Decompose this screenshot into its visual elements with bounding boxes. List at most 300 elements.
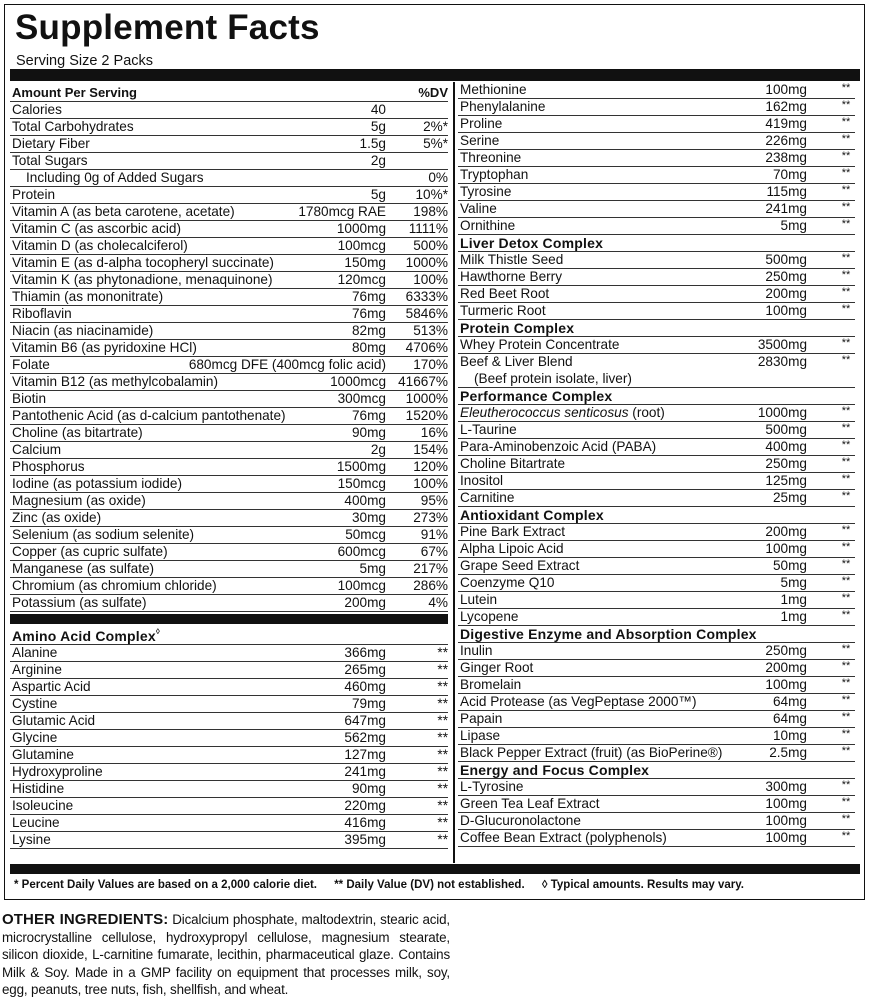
nutrient-amount: 100mcg [337, 578, 386, 593]
ingredient-name-text: Bromelain [460, 677, 522, 692]
ingredient-name-text: Papain [460, 711, 503, 726]
ingredient-name [460, 201, 497, 217]
nutrient-dv: 1000% [405, 391, 448, 406]
ingredient-name [460, 269, 562, 285]
amino-acid-dv: ** [437, 662, 448, 677]
ingredient-amount: 200mg [765, 660, 807, 675]
ingredient-name [460, 677, 521, 693]
nutrient-row [10, 323, 448, 340]
nutrient-name: Including 0g of Added Sugars [26, 170, 204, 185]
nutrient-name: Total Sugars [12, 153, 88, 168]
ingredient-dv: ** [841, 660, 851, 672]
ingredient-row [458, 592, 855, 609]
nutrient-row [10, 442, 448, 459]
ingredient-row [458, 728, 855, 745]
nutrient-row [10, 238, 448, 255]
ingredient-dv: ** [841, 490, 851, 502]
ingredient-name-text: Whey Protein Concentrate [460, 337, 620, 352]
ingredient-name [460, 116, 502, 132]
amino-acid-dv: ** [437, 798, 448, 813]
ingredient-dv: ** [841, 745, 851, 757]
ingredient-dv: ** [841, 592, 851, 604]
nutrient-amount: 82mg [351, 323, 386, 338]
ingredient-row [458, 167, 855, 184]
nutrient-dv: 16% [420, 425, 448, 440]
ingredient-name [460, 711, 502, 727]
nutrient-row [10, 255, 448, 272]
amino-acid-row [10, 832, 448, 849]
ingredient-amount: 200mg [765, 286, 807, 301]
bottom-thick-rule [10, 864, 860, 874]
ingredient-name [460, 218, 515, 234]
amino-acid-row [10, 713, 448, 730]
ingredient-dv: ** [841, 150, 851, 162]
ingredient-amount: 1mg [780, 609, 807, 624]
nutrient-name: Iodine (as potassium iodide) [12, 476, 183, 491]
nutrient-dv: 67% [420, 544, 448, 559]
ingredient-name-text: Green Tea Leaf Extract [460, 796, 600, 811]
ingredient-name [460, 150, 521, 166]
ingredient-dv: ** [841, 541, 851, 553]
ingredient-dv: ** [841, 184, 851, 196]
ingredient-dv: ** [841, 354, 851, 366]
ingredient-row [458, 830, 855, 847]
ingredient-amount: 64mg [772, 694, 807, 709]
section-title: Digestive Enzyme and Absorption Complex [458, 626, 855, 643]
ingredient-dv: ** [841, 575, 851, 587]
ingredient-row [458, 524, 855, 541]
footnote-typical-amounts: ◊ Typical amounts. Results may vary. [541, 879, 744, 891]
amino-acid-name: Alanine [12, 645, 58, 660]
ingredient-dv: ** [841, 779, 851, 791]
ingredient-row [458, 303, 855, 320]
nutrient-amount: 600mcg [337, 544, 386, 559]
nutrient-dv: 273% [413, 510, 448, 525]
nutrient-amount: 80mg [351, 340, 386, 355]
ingredient-name [460, 490, 514, 506]
nutrient-row [10, 357, 448, 374]
amino-acid-name: Aspartic Acid [12, 679, 91, 694]
ingredient-name [460, 558, 579, 574]
ingredient-name-text: Red Beet Root [460, 286, 550, 301]
other-ingredients [2, 911, 450, 999]
ingredient-row [458, 405, 855, 422]
nutrient-name: Vitamin B6 (as pyridoxine HCl) [12, 340, 197, 355]
ingredient-name-text: Threonine [460, 150, 522, 165]
nutrient-dv: 5%* [423, 136, 448, 151]
ingredient-name [460, 728, 500, 744]
nutrient-name: Calcium [12, 442, 62, 457]
ingredient-row [458, 677, 855, 694]
ingredient-row [458, 439, 855, 456]
amino-acid-name: Glycine [12, 730, 58, 745]
amino-acid-amount: 460mg [344, 679, 386, 694]
other-ingredients-text: Dicalcium phosphate, maltodextrin, stearic acid, microcrystalline cellulose, hydroxypropyl cellulose, magnesium stearate, silicon dioxide, L-carnitine fumarate, lecithin, pharmaceutical glaze. Contains Milk & Soy. Made in a GMP facility on equipment that processes milk, soy, egg, peanuts, tree nuts, fish, shellfish, and wheat. [2, 912, 450, 998]
nutrient-amount: 1500mg [336, 459, 386, 474]
ingredient-row [458, 490, 855, 507]
ingredient-name-text: Methionine [460, 82, 527, 97]
amino-acid-dv: ** [437, 679, 448, 694]
ingredient-name-text: Inositol [460, 473, 504, 488]
ingredient-dv: ** [841, 609, 851, 621]
ingredient-amount: 400mg [765, 439, 807, 454]
amino-acid-amount: 562mg [344, 730, 386, 745]
ingredient-dv: ** [841, 677, 851, 689]
ingredient-name-text: Acid Protease (as VegPeptase 2000™) [460, 694, 697, 709]
ingredient-amount: 100mg [765, 830, 807, 845]
nutrient-name: Biotin [12, 391, 47, 406]
ingredient-row [458, 99, 855, 116]
amino-acid-amount: 241mg [344, 764, 386, 779]
ingredient-dv: ** [841, 643, 851, 655]
nutrient-amount: 200mg [344, 595, 386, 610]
nutrient-amount: 1000mcg [330, 374, 386, 389]
nutrient-amount: 120mcg [337, 272, 386, 287]
nutrient-amount: 40 [370, 102, 386, 117]
amino-acid-amount: 90mg [351, 781, 386, 796]
nutrient-amount: 1000mg [336, 221, 386, 236]
nutrient-name: Vitamin B12 (as methylcobalamin) [12, 374, 219, 389]
ingredient-row [458, 473, 855, 490]
ingredient-name-text: L-Taurine [460, 422, 517, 437]
ingredient-name-text: L-Tyrosine [460, 779, 524, 794]
nutrient-dv: 4% [428, 595, 448, 610]
ingredient-dv: ** [841, 405, 851, 417]
nutrient-amount: 76mg [351, 408, 386, 423]
ingredient-amount: 100mg [765, 796, 807, 811]
amino-acid-name: Histidine [12, 781, 65, 796]
amino-acid-dv: ** [437, 781, 448, 796]
amino-acid-amount: 79mg [351, 696, 386, 711]
nutrient-name: Folate [12, 357, 50, 372]
nutrient-row [10, 119, 448, 136]
ingredient-dv: ** [841, 728, 851, 740]
amino-acid-dv: ** [437, 832, 448, 847]
ingredient-name-text: Grape Seed Extract [460, 558, 580, 573]
nutrient-amount: 400mg [344, 493, 386, 508]
amino-acid-amount: 395mg [344, 832, 386, 847]
ingredient-row [458, 422, 855, 439]
ingredient-subname: (Beef protein isolate, liver) [474, 371, 632, 386]
ingredient-amount: 241mg [765, 201, 807, 216]
nutrient-name: Vitamin D (as cholecalciferol) [12, 238, 188, 253]
ingredient-name [460, 592, 497, 608]
nutrient-amount: 300mcg [337, 391, 386, 406]
ingredient-name [460, 286, 549, 302]
nutrient-dv: 6333% [405, 289, 448, 304]
nutrient-row [10, 425, 448, 442]
ingredient-amount: 100mg [765, 82, 807, 97]
ingredient-name [460, 405, 665, 421]
amino-acid-title-text: Amino Acid Complex [12, 628, 156, 644]
other-ingredients-label: OTHER INGREDIENTS: [2, 911, 169, 928]
nutrient-name: Calories [12, 102, 62, 117]
ingredient-row [458, 609, 855, 626]
nutrient-dv: 154% [413, 442, 448, 457]
ingredient-dv: ** [841, 524, 851, 536]
ingredient-row [458, 354, 855, 371]
nutrient-dv: 217% [413, 561, 448, 576]
ingredient-name-text: Tryptophan [460, 167, 529, 182]
ingredient-dv: ** [841, 82, 851, 94]
nutrient-amount: 90mg [351, 425, 386, 440]
dv-header-label: %DV [418, 85, 448, 100]
nutrient-amount: 50mcg [345, 527, 386, 542]
ingredient-amount: 5mg [780, 575, 807, 590]
nutrient-row [10, 391, 448, 408]
ingredient-amount: 250mg [765, 269, 807, 284]
ingredient-amount: 5mg [780, 218, 807, 233]
ingredient-name [460, 779, 523, 795]
amino-acid-dv: ** [437, 645, 448, 660]
nutrient-row [10, 595, 448, 612]
ingredient-dv: ** [841, 694, 851, 706]
nutrient-name: Vitamin A (as beta carotene, acetate) [12, 204, 235, 219]
nutrient-row [10, 153, 448, 170]
ingredient-row [458, 82, 855, 99]
right-ingredient-list [458, 82, 855, 847]
ingredient-amount: 419mg [765, 116, 807, 131]
section-title: Liver Detox Complex [458, 235, 855, 252]
ingredient-row [458, 541, 855, 558]
amino-acid-row [10, 662, 448, 679]
nutrient-name: Niacin (as niacinamide) [12, 323, 154, 338]
nutrient-row [10, 459, 448, 476]
ingredient-name-text: Alpha Lipoic Acid [460, 541, 564, 556]
amino-acid-amount: 220mg [344, 798, 386, 813]
nutrient-amount: 30mg [351, 510, 386, 525]
amount-per-serving-label: Amount Per Serving [12, 85, 137, 100]
ingredient-name-text: Para-Aminobenzoic Acid (PABA) [460, 439, 657, 454]
ingredient-row [458, 813, 855, 830]
ingredient-dv: ** [841, 558, 851, 570]
nutrient-amount: 76mg [351, 306, 386, 321]
nutrient-dv: 1000% [405, 255, 448, 270]
nutrient-amount: 150mcg [337, 476, 386, 491]
amino-acid-row [10, 815, 448, 832]
nutrient-row [10, 272, 448, 289]
amino-acid-title-mark: ◊ [155, 627, 161, 636]
ingredient-amount: 100mg [765, 677, 807, 692]
ingredient-row [458, 269, 855, 286]
nutrient-row [10, 289, 448, 306]
ingredient-dv: ** [841, 337, 851, 349]
ingredient-row [458, 252, 855, 269]
ingredient-name-text: Proline [460, 116, 503, 131]
ingredient-name [460, 82, 527, 98]
nutrient-row [10, 221, 448, 238]
nutrient-name: Potassium (as sulfate) [12, 595, 147, 610]
ingredient-name [460, 643, 493, 659]
nutrient-name: Vitamin C (as ascorbic acid) [12, 221, 181, 236]
ingredient-dv: ** [841, 711, 851, 723]
ingredient-name [460, 422, 517, 438]
ingredient-amount: 200mg [765, 524, 807, 539]
amino-acid-name: Glutamic Acid [12, 713, 96, 728]
nutrient-dv: 4706% [405, 340, 448, 355]
ingredient-amount: 64mg [772, 711, 807, 726]
nutrient-name: Riboflavin [12, 306, 72, 321]
ingredient-dv: ** [841, 439, 851, 451]
ingredient-row [458, 133, 855, 150]
ingredient-amount: 1mg [780, 592, 807, 607]
nutrient-name: Vitamin E (as d-alpha tocopheryl succinate) [12, 255, 274, 270]
nutrient-amount: 100mcg [337, 238, 386, 253]
ingredient-row [458, 286, 855, 303]
ingredient-row [458, 660, 855, 677]
nutrient-name: Vitamin K (as phytonadione, menaquinone) [12, 272, 273, 287]
nutrient-dv: 1111% [408, 221, 448, 236]
ingredient-name-text: Milk Thistle Seed [460, 252, 564, 267]
nutrient-amount: 1.5g [359, 136, 386, 151]
amino-acid-row [10, 764, 448, 781]
ingredient-name [460, 337, 619, 353]
footnotes [14, 878, 854, 892]
nutrient-dv: 513% [413, 323, 448, 338]
left-column [10, 82, 448, 849]
ingredient-dv: ** [841, 796, 851, 808]
ingredient-dv: ** [841, 456, 851, 468]
amino-acid-row [10, 679, 448, 696]
amino-acid-amount: 416mg [344, 815, 386, 830]
ingredient-dv: ** [841, 116, 851, 128]
ingredient-row [458, 745, 855, 762]
amino-acid-dv: ** [437, 730, 448, 745]
nutrient-name: Choline (as bitartrate) [12, 425, 143, 440]
ingredient-name-suffix: (root) [628, 405, 665, 420]
nutrient-row [10, 527, 448, 544]
amino-acid-dv: ** [437, 713, 448, 728]
ingredient-amount: 2830mg [757, 354, 807, 369]
ingredient-name-text: Lycopene [460, 609, 519, 624]
nutrient-name: Magnesium (as oxide) [12, 493, 146, 508]
ingredient-name [460, 609, 518, 625]
nutrient-dv: 120% [413, 459, 448, 474]
ingredient-amount: 3500mg [757, 337, 807, 352]
amino-acid-row [10, 798, 448, 815]
amino-acid-dv: ** [437, 696, 448, 711]
ingredient-name-text: Eleutherococcus senticosus [460, 405, 629, 420]
ingredient-name [460, 745, 722, 761]
ingredient-name [460, 354, 573, 370]
ingredient-row [458, 337, 855, 354]
serving-size: Serving Size 2 Packs [16, 53, 154, 69]
ingredient-subrow [458, 371, 855, 388]
ingredient-amount: 250mg [765, 643, 807, 658]
nutrient-row [10, 340, 448, 357]
ingredient-row [458, 558, 855, 575]
ingredient-amount: 500mg [765, 422, 807, 437]
nutrient-name: Dietary Fiber [12, 136, 90, 151]
nutrient-name: Copper (as cupric sulfate) [12, 544, 168, 559]
ingredient-name-text: Beef & Liver Blend [460, 354, 573, 369]
nutrient-dv: 91% [420, 527, 448, 542]
section-title: Protein Complex [458, 320, 855, 337]
ingredient-amount: 125mg [765, 473, 807, 488]
column-divider [453, 82, 455, 863]
ingredient-name [460, 303, 546, 319]
ingredient-amount: 2.5mg [769, 745, 807, 760]
ingredient-dv: ** [841, 303, 851, 315]
nutrient-name: Manganese (as sulfate) [12, 561, 155, 576]
nutrient-name: Thiamin (as mononitrate) [12, 289, 164, 304]
amino-acid-name: Lysine [12, 832, 51, 847]
ingredient-amount: 500mg [765, 252, 807, 267]
ingredient-name [460, 133, 499, 149]
nutrient-row [10, 510, 448, 527]
nutrient-dv: 170% [413, 357, 448, 372]
ingredient-amount: 100mg [765, 813, 807, 828]
ingredient-name-text: Tyrosine [460, 184, 512, 199]
ingredient-row [458, 575, 855, 592]
nutrient-dv: 41667% [398, 374, 448, 389]
ingredient-amount: 115mg [766, 184, 807, 199]
nutrient-dv: 1520% [405, 408, 448, 423]
ingredient-row [458, 796, 855, 813]
ingredient-name [460, 813, 581, 829]
ingredient-amount: 300mg [765, 779, 807, 794]
amino-acid-name: Arginine [12, 662, 62, 677]
nutrient-row [10, 136, 448, 153]
ingredient-name-text: Lipase [460, 728, 501, 743]
nutrient-row [10, 187, 448, 204]
ingredient-row [458, 779, 855, 796]
nutrient-dv: 286% [413, 578, 448, 593]
ingredient-name-text: D-Glucuronolactone [460, 813, 581, 828]
ingredient-name [460, 184, 511, 200]
ingredient-dv: ** [841, 286, 851, 298]
ingredient-row [458, 116, 855, 133]
ingredient-name [460, 99, 545, 115]
nutrient-dv: 500% [413, 238, 448, 253]
ingredient-dv: ** [841, 99, 851, 111]
nutrient-amount: 1780mcg RAE [298, 204, 386, 219]
amino-acid-amount: 265mg [344, 662, 386, 677]
ingredient-name [460, 541, 564, 557]
ingredient-row [458, 456, 855, 473]
footnote-dv-not-established: ** Daily Value (DV) not established. [334, 879, 525, 891]
amino-acid-amount: 366mg [344, 645, 386, 660]
nutrient-amount: 5g [370, 187, 386, 202]
nutrient-amount: 2g [370, 153, 386, 168]
ingredient-row [458, 201, 855, 218]
ingredient-name-text: Ornithine [460, 218, 516, 233]
ingredient-row [458, 711, 855, 728]
nutrient-name: Selenium (as sodium selenite) [12, 527, 195, 542]
ingredient-row [458, 150, 855, 167]
ingredient-amount: 70mg [772, 167, 807, 182]
amino-acid-section-title [10, 628, 448, 645]
amino-acid-name: Leucine [12, 815, 60, 830]
nutrient-name: Protein [12, 187, 56, 202]
amino-acid-row [10, 730, 448, 747]
ingredient-name [460, 830, 667, 846]
amino-acid-row [10, 781, 448, 798]
nutrient-dv: 100% [413, 272, 448, 287]
ingredient-name-text: Valine [460, 201, 497, 216]
ingredient-name-text: Ginger Root [460, 660, 534, 675]
amino-acid-name: Cystine [12, 696, 58, 711]
ingredient-amount: 100mg [765, 303, 807, 318]
nutrient-amount: 76mg [351, 289, 386, 304]
nutrient-dv: 0% [428, 170, 448, 185]
ingredient-name-text: Coffee Bean Extract (polyphenols) [460, 830, 667, 845]
ingredient-name [460, 439, 656, 455]
amino-acid-name: Hydroxyproline [12, 764, 103, 779]
nutrient-dv: 2%* [423, 119, 448, 134]
nutrient-amount: 5mg [359, 561, 386, 576]
amino-acid-name: Glutamine [12, 747, 74, 762]
